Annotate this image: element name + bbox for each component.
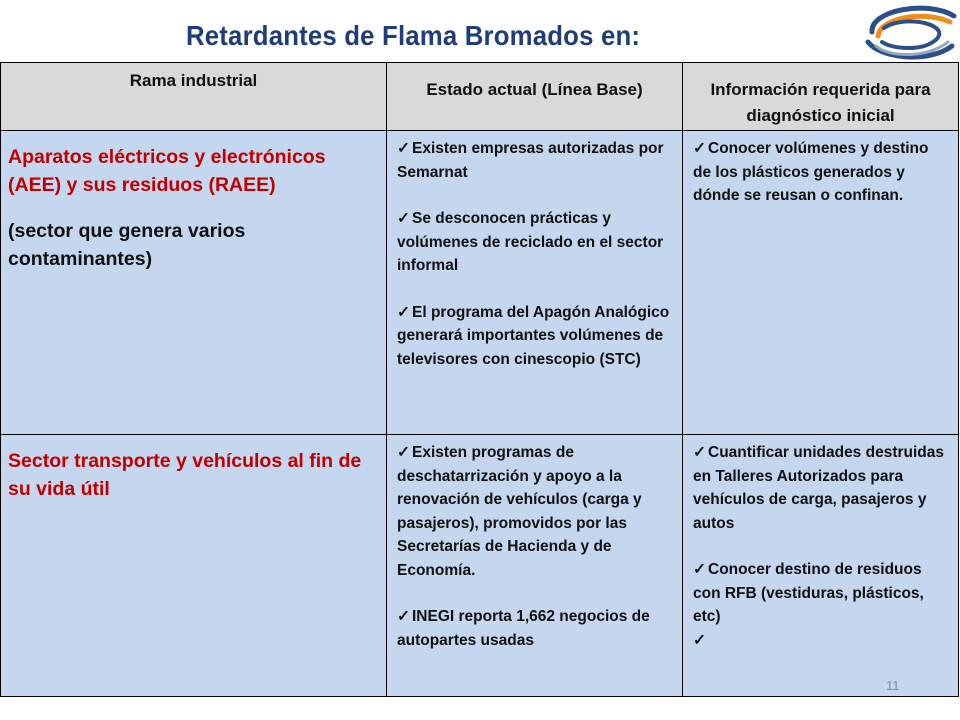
table-row [1,131,959,435]
informacion-cell [683,435,959,697]
list-item: ✓ Conocer destino de residuos con RFB (vestiduras, plásticos, etc) [693,561,924,625]
list-item [693,629,950,653]
estado-cell [387,435,683,697]
page-number: 11 [886,678,900,693]
check-icon: ✓ [693,561,706,578]
list-item: ✓ Se desconocen prácticas y volúmenes de reciclado en el sector informal [397,210,664,274]
sector-cell [1,435,387,697]
sector-name: Aparatos eléctricos y electrónicos (AEE) y sus residuos (RAEE) [8,146,326,196]
organization-logo [858,2,958,64]
list-item: ✓ Existen empresas autorizadas por Semarnat [397,140,664,181]
slide-title: Retardantes de Flama Bromados en: [186,20,641,51]
list-item: ✓ Conocer volúmenes y destino de los plásticos generados y dónde se reusan o confinan. [693,140,929,204]
check-icon: ✓ [397,210,410,227]
informacion-cell [683,131,959,435]
list-item: ✓ El programa del Apagón Analógico generará importantes volúmenes de televisores con cinescopio (STC) [397,303,670,368]
check-icon: ✓ [397,608,410,625]
column-header-informacion: Información requerida para diagnóstico inicial [683,63,959,131]
list-item: ✓ INEGI reporta 1,662 negocios de autopartes usadas [397,608,650,649]
check-icon: ✓ [693,444,706,461]
check-icon: ✓ [693,140,706,157]
list-item: ✓ Existen programas de deschatarrización y apoyo a la renovación de vehículos (carga y pasajeros), promovidos por las Secretarías de Hacienda y de Economía. [397,444,642,579]
column-header-estado: Estado actual (Línea Base) [387,63,683,131]
estado-cell [387,131,683,435]
table-header-row [1,63,959,131]
sector-name: Sector transporte y vehículos al fin de su vida útil [8,450,362,500]
list-item: ✓ Cuantificar unidades destruidas en Talleres Autorizados para vehículos de carga, pasajeros y autos [693,444,944,532]
table-row [1,435,959,697]
column-header-rama: Rama industrial [1,63,387,131]
sector-cell [1,131,387,435]
flame-retardant-table [0,62,959,697]
check-icon: ✓ [397,303,410,321]
check-icon: ✓ [397,444,410,461]
check-icon: ✓ [397,140,410,157]
sector-note: (sector que genera varios contaminantes) [8,220,246,270]
check-icon: ✓ [693,631,706,649]
